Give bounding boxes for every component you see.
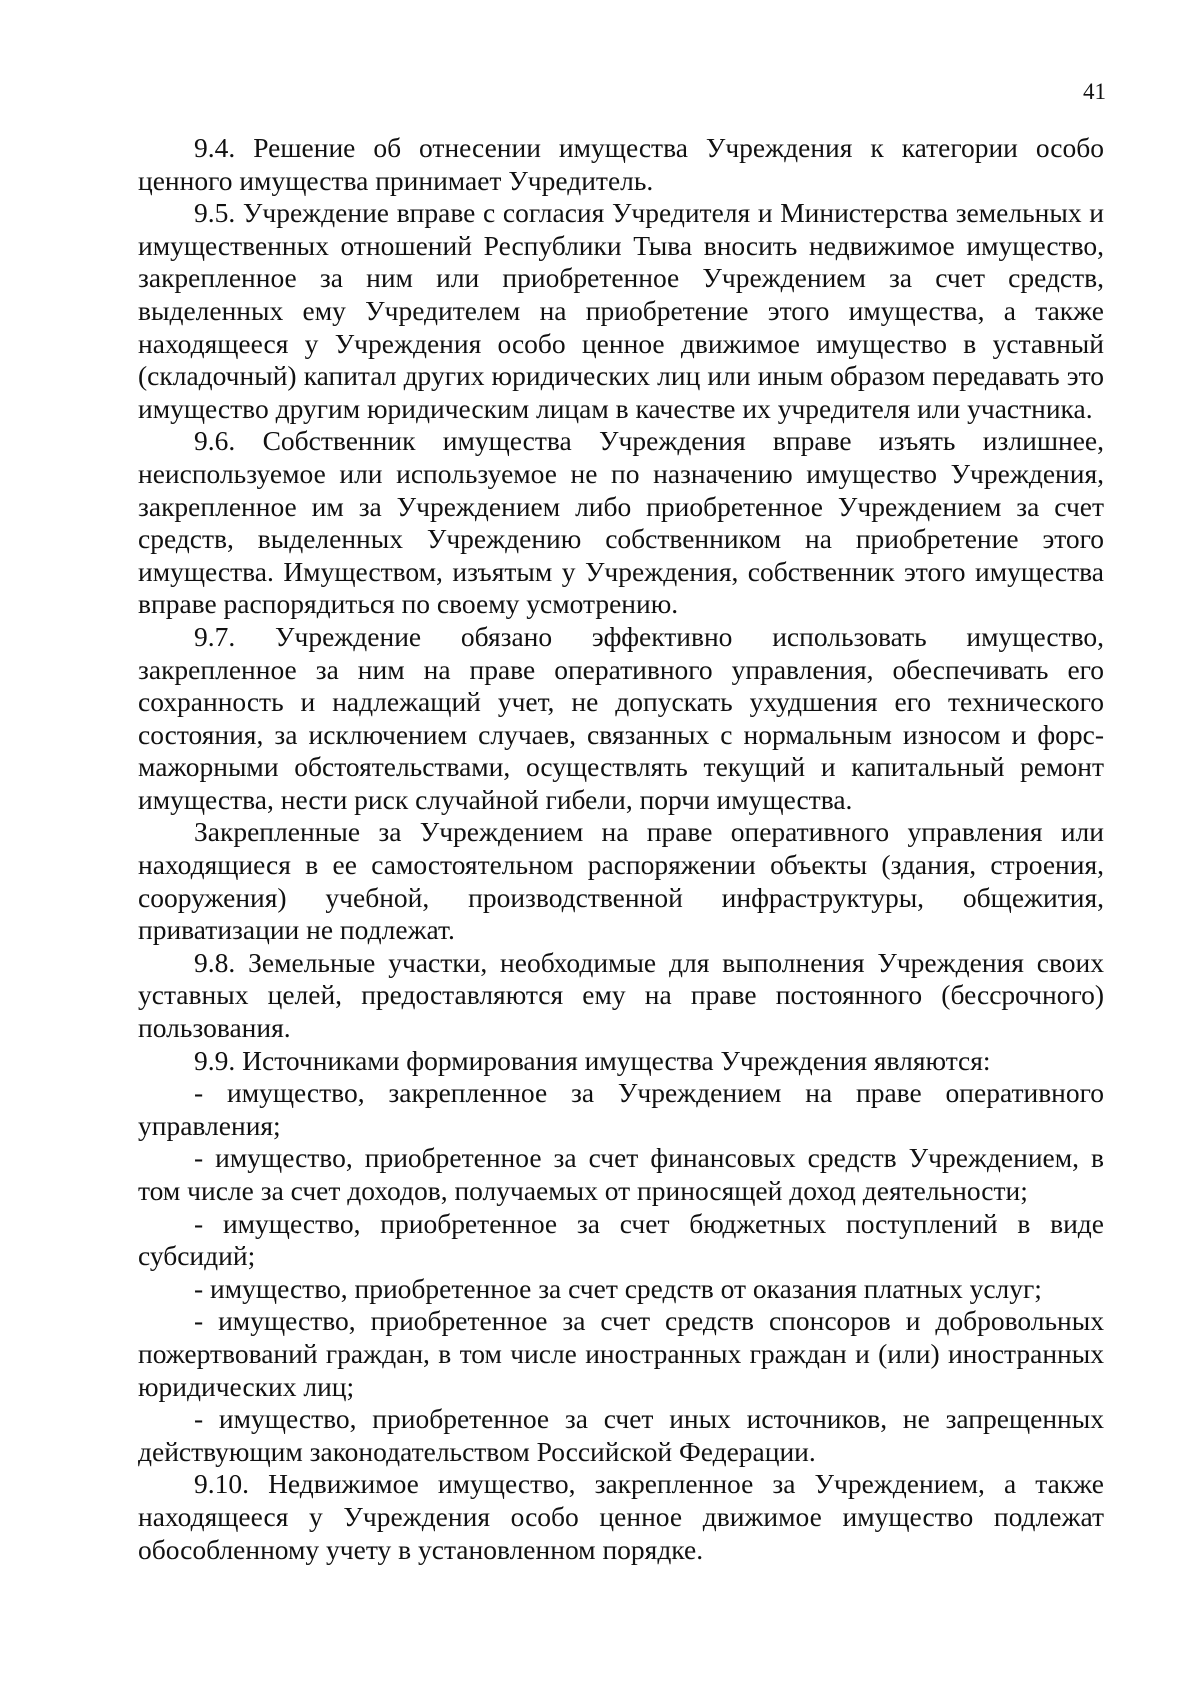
list-item: - имущество, закрепленное за Учреждением на праве оперативного управления;: [138, 1077, 1104, 1141]
list-item: - имущество, приобретенное за счет средств от оказания платных услуг;: [194, 1272, 1042, 1304]
paragraph-9-9: 9.9. Источниками формирования имущества Учреждения являются:: [194, 1044, 991, 1076]
paragraph-9-7-continued: Закрепленные за Учреждением на праве оперативного управления или находящиеся в ее самостоятельном распоряжении объекты (здания, строения, сооружения) учебной, производственной инфраструктуры, общежития, приватизации не подлежат.: [138, 816, 1104, 946]
list-item: - имущество, приобретенное за счет иных источников, не запрещенных действующим законодательством Российской Федерации.: [138, 1403, 1104, 1467]
paragraph-9-4: 9.4. Решение об отнесении имущества Учреждения к категории особо ценного имущества принимает Учредитель.: [138, 132, 1104, 196]
list-item: - имущество, приобретенное за счет бюджетных поступлений в виде субсидий;: [138, 1207, 1104, 1272]
paragraph-9-7: 9.7. Учреждение обязано эффективно использовать имущество, закрепленное за ним на праве оперативного управления, обеспечивать его сохранность и надлежащий учет, не допускать ухудшения его технического состояния, за исключением случаев, связанных с нормальным износом и форс-мажорными обстоятельствами, осуществлять текущий и капитальный ремонт имущества, нести риск случайной гибели, порчи имущества.: [138, 620, 1104, 815]
document-body: [138, 132, 1104, 1566]
paragraph-9-5: 9.5. Учреждение вправе с согласия Учредителя и Министерства земельных и имущественных отношений Республики Тыва вносить недвижимое имущество, закрепленное за ним или приобретенное Учреждением за счет средств, выделенных ему Учредителем на приобретение этого имущества, а также находящееся у Учреждения особо ценное движимое имущество в уставный (складочный) капитал других юридических лиц или иным образом передавать это имущество другим юридическим лицам в качестве их учредителя или участника.: [138, 197, 1104, 424]
list-item: - имущество, приобретенное за счет средств спонсоров и добровольных пожертвований граждан, в том числе иностранных граждан и (или) иностранных юридических лиц;: [138, 1305, 1104, 1402]
paragraph-9-8: 9.8. Земельные участки, необходимые для выполнения Учреждения своих уставных целей, предоставляются ему на праве постоянного (бессрочного) пользования.: [138, 946, 1104, 1044]
paragraph-9-6: 9.6. Собственник имущества Учреждения вправе изъять излишнее, неиспользуемое или используемое не по назначению имущество Учреждения, закрепленное им за Учреждением либо приобретенное Учреждением за счет средств, выделенных Учреждению собственником на приобретение этого имущества. Имуществом, изъятым у Учреждения, собственник этого имущества вправе распорядиться по своему усмотрению.: [138, 425, 1104, 620]
page-number: 41: [1083, 79, 1106, 104]
paragraph-9-10: 9.10. Недвижимое имущество, закрепленное за Учреждением, а также находящееся у Учреждения особо ценное движимое имущество подлежат обособленному учету в установленном порядке.: [138, 1468, 1104, 1565]
list-item: - имущество, приобретенное за счет финансовых средств Учреждением, в том числе за счет доходов, получаемых от приносящей доход деятельности;: [138, 1142, 1104, 1206]
